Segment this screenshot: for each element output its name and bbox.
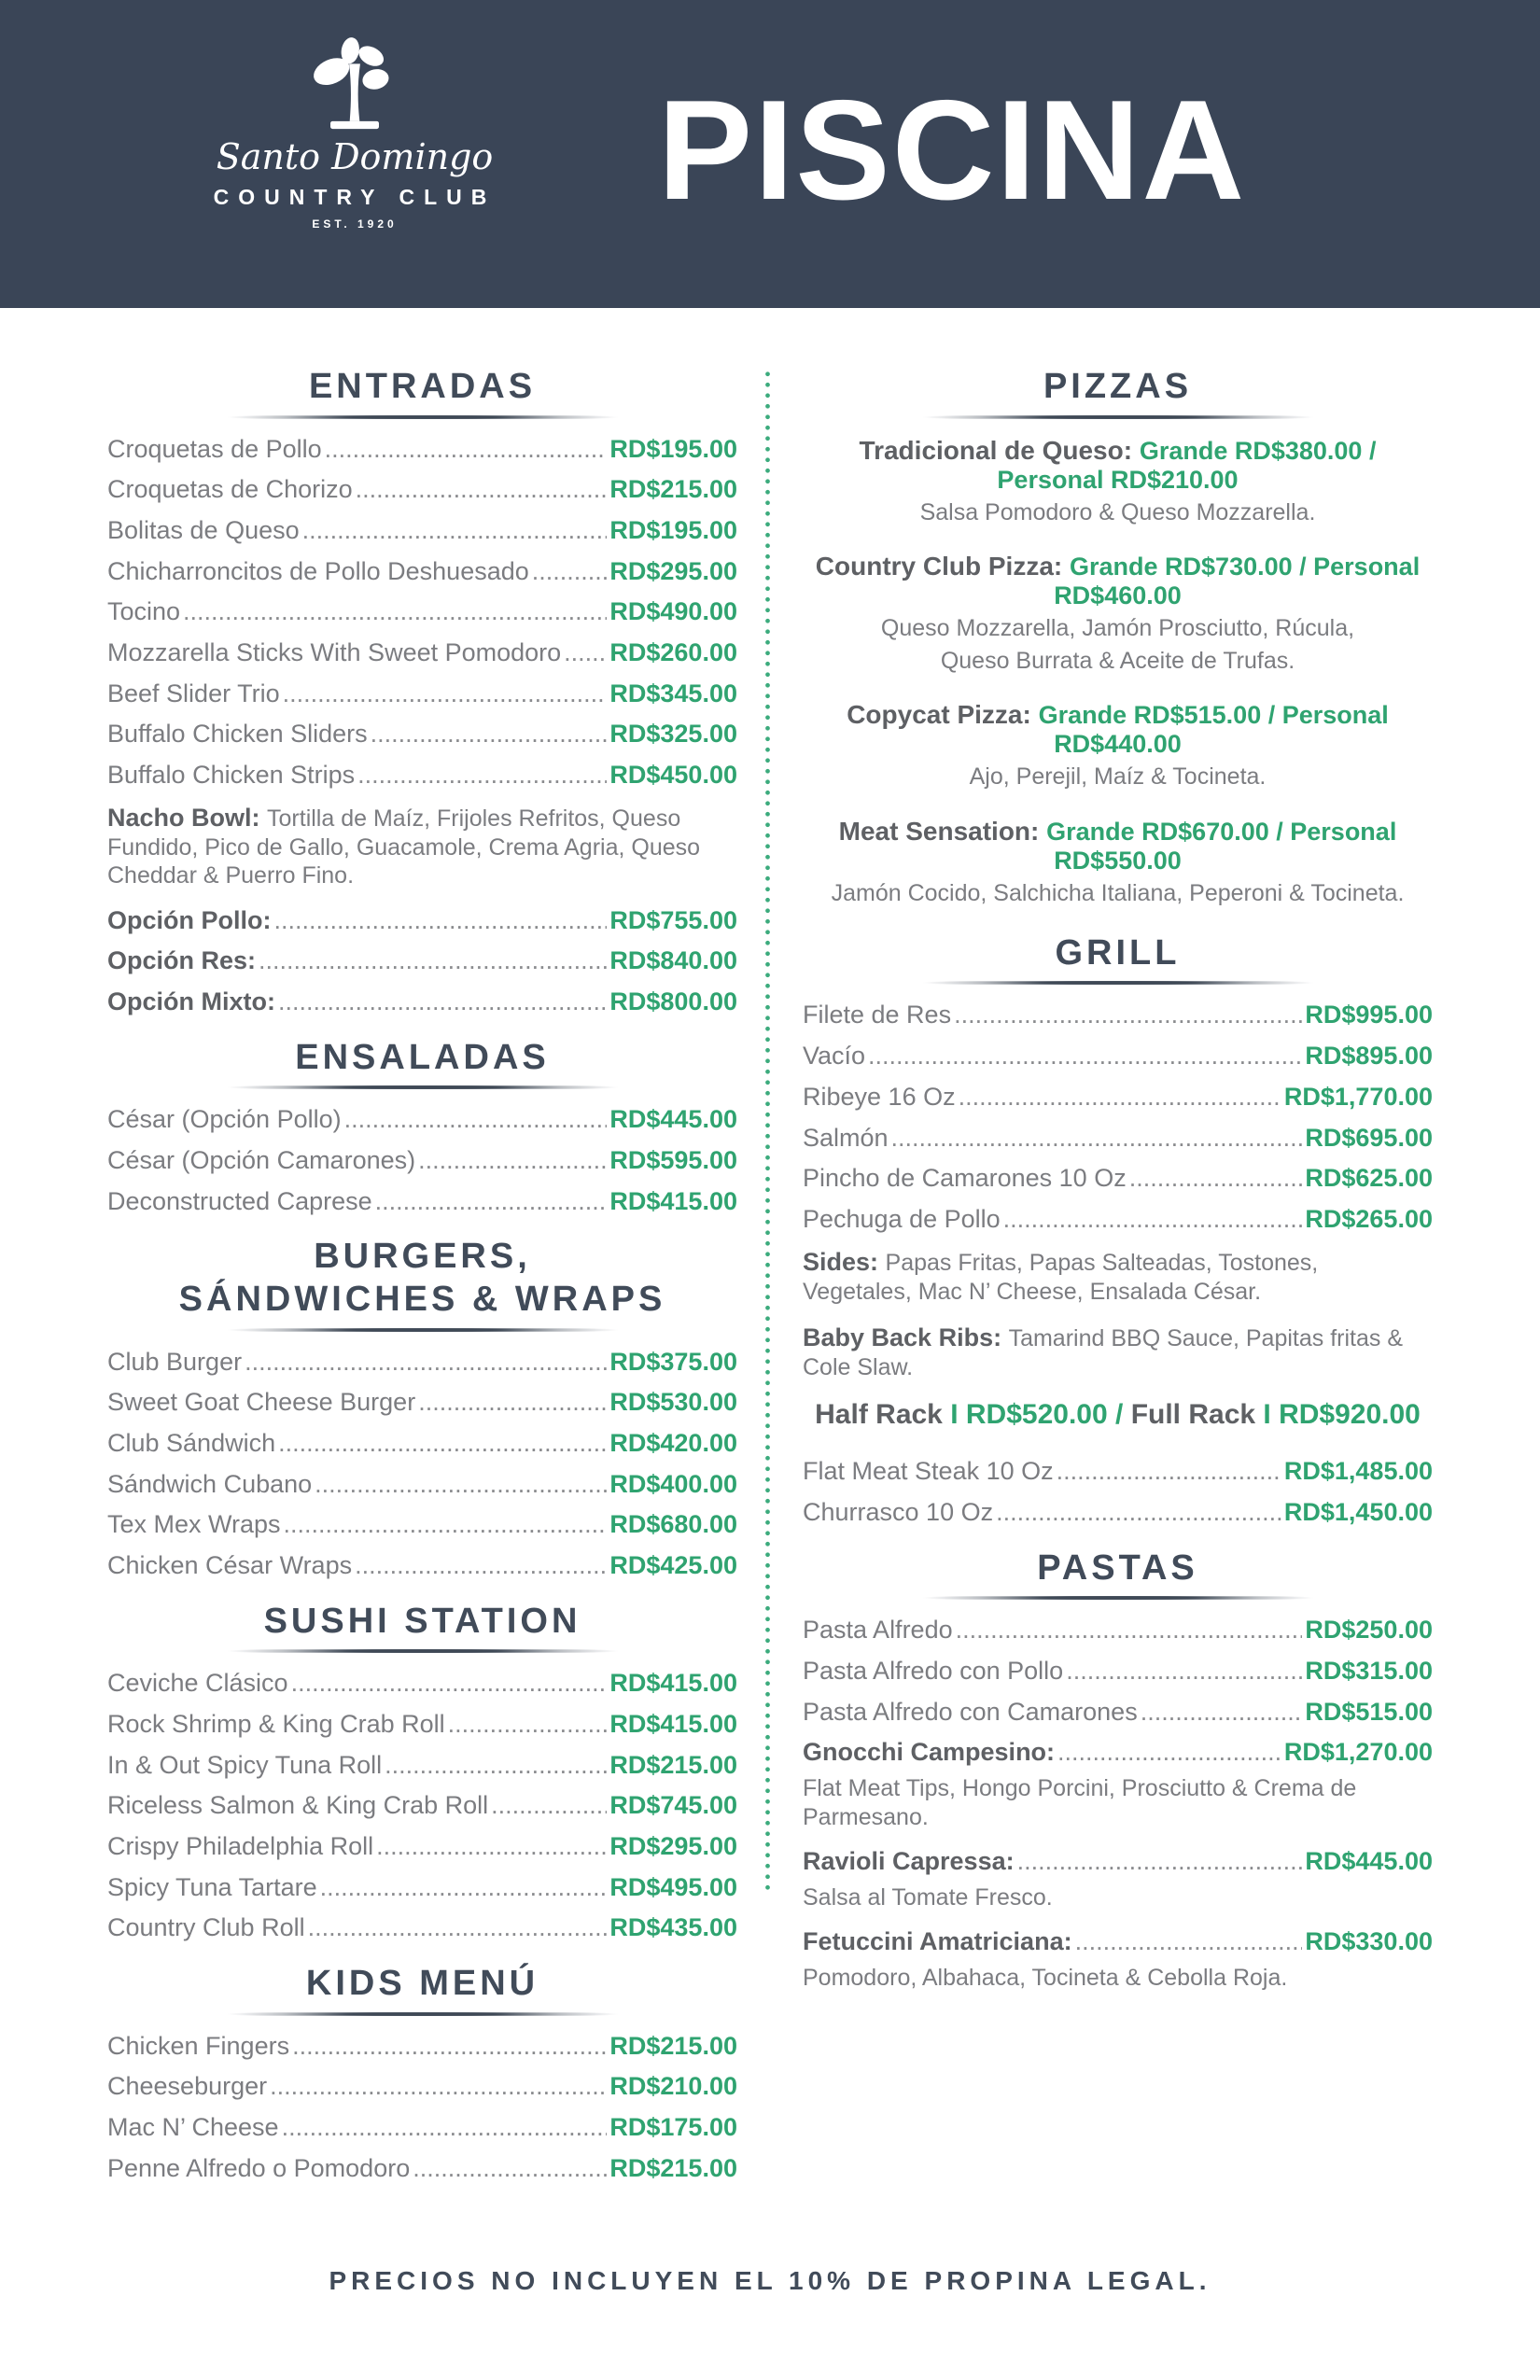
item-name: Pasta Alfredo con Camarones [803,1697,1138,1726]
menu-item-row [803,1084,1433,1112]
item-price: RD$515.00 [1305,1697,1433,1726]
dot-leader [291,1670,608,1698]
item-name: César (Opción Pollo) [107,1105,342,1134]
section-underline [227,1649,619,1653]
rack-segment: Full Rack [1130,1399,1256,1431]
section-underline [227,2012,619,2016]
item-price: RD$1,485.00 [1283,1457,1433,1486]
menu-item-row [107,517,737,545]
item-name: César (Opción Camarones) [107,1146,416,1175]
menu-item-row [107,2073,737,2101]
dot-leader [1057,1458,1281,1486]
item-price: RD$490.00 [609,597,737,626]
item-price: RD$1,450.00 [1283,1498,1433,1527]
menu-section [107,1037,737,1216]
menu-item-row [107,1792,737,1820]
item-name: Country Club Roll [107,1913,305,1942]
section-title-line: GRILL [1055,932,1181,973]
pizza-item [803,552,1433,677]
dot-leader [532,558,608,586]
item-price: RD$695.00 [1305,1123,1433,1152]
menu-item-row [107,639,737,667]
item-price: RD$325.00 [609,720,737,749]
item-price: RD$215.00 [609,1750,737,1779]
pizza-item [803,436,1433,527]
section-title [803,366,1433,409]
item-note: Baby Back Ribs: Tamarind BBQ Sauce, Papitas fritas & Cole Slaw. [803,1323,1403,1380]
section-title-line: ENTRADAS [308,367,537,406]
item-description: Queso Mozzarella, Jamón Prosciutto, Rúcula, [880,614,1355,641]
section-entries [107,1670,737,1942]
menu-item-row [107,947,737,975]
item-name: Opción Mixto: [107,987,275,1016]
menu-item-row [107,436,737,464]
pizza-name-line [803,436,1433,495]
note-title: Baby Back Ribs: [803,1323,1009,1351]
item-name: Salmón [803,1123,889,1152]
logo [210,37,499,231]
dot-leader [491,1792,607,1820]
menu-item-row [107,558,737,586]
menu-item-row [107,1670,737,1698]
item-price: RD$450.00 [609,761,737,790]
dot-leader [274,907,608,935]
dot-leader [283,680,608,708]
section-entries [107,1349,737,1580]
menu-item-row [107,1106,737,1134]
section-title [107,1236,737,1321]
item-price: RD$445.00 [609,1105,737,1134]
menu-section [107,366,737,1016]
menu-item-row [107,1349,737,1377]
section-underline [227,1328,619,1332]
menu-item-row [803,1848,1433,1876]
dot-leader [996,1499,1281,1527]
item-name: Opción Res: [107,946,257,975]
section-title [803,1547,1433,1590]
menu-item-row [803,1928,1433,1956]
item-name: Country Club Pizza: [815,551,1071,581]
dot-leader [325,436,608,464]
section-underline [922,415,1314,419]
menu-item-row [803,1658,1433,1686]
item-name: Copycat Pizza: [847,700,1039,730]
dot-leader [954,1001,1302,1029]
menu-item-row [107,988,737,1016]
brand-script: Santo Domingo [216,136,494,177]
item-description: Salsa Pomodoro & Queso Mozzarella. [919,498,1316,525]
rack-price-line [803,1398,1433,1432]
dot-leader [302,517,608,545]
dot-leader [357,762,607,790]
menu-item-row [107,1188,737,1216]
menu-item-row [107,598,737,626]
item-name: Ceviche Clásico [107,1669,288,1698]
menu-item-row [107,1389,737,1417]
item-name: Mozzarella Sticks With Sweet Pomodoro [107,638,562,667]
item-price: RD$425.00 [609,1551,737,1580]
item-price: RD$1,270.00 [1283,1738,1433,1767]
item-name: Chicharroncitos de Pollo Deshuesado [107,556,529,585]
menu-item-row [107,1471,737,1499]
menu-item-row [107,1874,737,1902]
item-price: RD$175.00 [609,2113,737,2142]
item-price: RD$415.00 [609,1710,737,1739]
item-name: Penne Alfredo o Pomodoro [107,2153,411,2182]
note-title: Nacho Bowl: [107,803,268,832]
item-description: Pomodoro, Albahaca, Tocineta & Cebolla Roja. [803,1965,1288,1992]
section-underline [922,1596,1314,1600]
item-price: RD$895.00 [1305,1042,1433,1071]
item-price: Grande RD$730.00 / Personal RD$460.00 [1054,552,1421,609]
item-name: Sweet Goat Cheese Burger [107,1388,416,1417]
item-description: Salsa al Tomate Fresco. [803,1883,1053,1911]
item-name: Rock Shrimp & King Crab Roll [107,1710,445,1739]
menu-item-row [107,1833,737,1861]
menu-item-row [107,1511,737,1539]
rack-segment: Half Rack [815,1399,951,1431]
dot-leader [278,988,607,1016]
item-name: Meat Sensation: [838,816,1047,846]
dot-leader [292,2033,607,2061]
menu-item-row [107,2155,737,2183]
menu-item-row [803,1458,1433,1486]
dot-leader [320,1874,608,1902]
menu-item-row [107,1752,737,1780]
menu-item-row [107,721,737,749]
item-name: Vacío [803,1042,866,1071]
menu-item-row [107,1914,737,1942]
item-name: Club Burger [107,1347,243,1376]
item-price: RD$1,770.00 [1283,1082,1433,1111]
pizza-item [803,817,1433,908]
dot-leader [959,1084,1281,1112]
menu-item-row [107,1711,737,1739]
menu-right-column [803,366,1433,2204]
item-price: RD$840.00 [609,946,737,975]
dot-leader [183,598,607,626]
rack-segment: I RD$920.00 [1255,1399,1421,1431]
item-price: RD$195.00 [609,434,737,463]
section-entries [803,1617,1433,1992]
item-name: Deconstructed Caprese [107,1186,372,1215]
item-price: RD$420.00 [609,1429,737,1457]
menu-item-row [803,1617,1433,1645]
item-name: Ravioli Capressa: [803,1847,1015,1876]
menu-item-row [803,1499,1433,1527]
dot-leader [270,2073,607,2101]
dot-leader [1075,1928,1303,1956]
item-description: Queso Burrata & Aceite de Trufas. [940,648,1295,675]
item-name: Croquetas de Pollo [107,434,322,463]
section-entries [107,1106,737,1215]
menu-section [803,932,1433,1527]
menu-item-row [803,1699,1433,1727]
column-divider [764,369,771,1890]
menu-item-row [107,907,737,935]
dot-leader [376,1833,607,1861]
item-name: Gnocchi Campesino: [803,1738,1056,1767]
menu-item-row [803,1165,1433,1193]
item-price: RD$265.00 [1305,1204,1433,1233]
dot-leader [1017,1848,1303,1876]
dot-leader [956,1617,1303,1645]
item-name: Pechuga de Pollo [803,1204,1001,1233]
item-price: RD$495.00 [609,1872,737,1901]
dot-leader [245,1349,607,1377]
item-price: RD$295.00 [609,1832,737,1861]
rack-segment: / [1107,1399,1131,1431]
item-description: Flat Meat Tips, Hongo Porcini, Prosciutto & Crema de Parmesano. [803,1775,1357,1830]
item-price: RD$215.00 [609,475,737,504]
section-underline [227,1085,619,1089]
dot-leader [356,476,608,504]
item-price: RD$800.00 [609,987,737,1016]
item-price: Grande RD$380.00 / Personal RD$210.00 [997,436,1377,494]
menu-item-row [107,476,737,504]
menu-item-row [107,2114,737,2142]
dot-leader [385,1752,607,1780]
menu-section [107,1601,737,1942]
dot-leader [355,1552,607,1580]
dot-leader [1066,1658,1302,1686]
dot-leader [308,1914,608,1942]
item-name: Croquetas de Chorizo [107,475,353,504]
dot-leader [418,1389,607,1417]
item-price: RD$595.00 [609,1146,737,1175]
section-title-line: SUSHI STATION [263,1601,581,1641]
item-price: RD$215.00 [609,2153,737,2182]
dot-leader [868,1043,1302,1071]
item-price: RD$445.00 [1305,1847,1433,1876]
note-title: Sides: [803,1247,886,1276]
menu-item-row [107,1147,737,1175]
page-title: PISCINA [657,71,1247,230]
brand-name: COUNTRY CLUB [213,184,497,209]
dot-leader [1003,1206,1303,1234]
item-name: Buffalo Chicken Sliders [107,720,368,749]
item-name: Chicken Fingers [107,2031,290,2060]
dot-leader [282,2114,608,2142]
item-price: RD$215.00 [609,2031,737,2060]
item-price: RD$995.00 [1305,1001,1433,1029]
item-price: RD$530.00 [609,1388,737,1417]
item-name: Pasta Alfredo con Pollo [803,1657,1064,1686]
section-entries [107,436,737,1016]
pizza-name-line [803,700,1433,759]
menu-section [107,1963,737,2182]
item-name: In & Out Spicy Tuna Roll [107,1750,383,1779]
section-title [107,1963,737,2006]
dot-leader [259,947,607,975]
header [0,0,1540,308]
item-price: RD$260.00 [609,638,737,667]
menu-item-row [107,680,737,708]
item-price: Grande RD$515.00 / Personal RD$440.00 [1038,701,1389,759]
menu-left-column [107,366,737,2204]
section-title-line: SÁNDWICHES & WRAPS [178,1280,666,1320]
section-entries [107,2033,737,2183]
item-price: RD$625.00 [1305,1164,1433,1193]
item-name: Chicken César Wraps [107,1551,353,1580]
item-price: RD$415.00 [609,1669,737,1698]
item-price: RD$195.00 [609,515,737,544]
section-title-line: PIZZAS [1043,367,1193,406]
menu-item-row [107,762,737,790]
item-name: Mac N’ Cheese [107,2113,279,2142]
section-entries [803,436,1433,908]
section-title [107,1601,737,1644]
section-title-line: PASTAS [1037,1547,1198,1588]
pizza-name-line [803,817,1433,875]
item-name: Tex Mex Wraps [107,1510,281,1539]
item-name: Bolitas de Queso [107,515,300,544]
item-name: Filete de Res [803,1001,952,1029]
menu-section [803,366,1433,908]
item-price: RD$415.00 [609,1186,737,1215]
item-name: Fetuccini Amatriciana: [803,1927,1072,1956]
menu-section [107,1236,737,1579]
section-title-line: ENSALADAS [295,1037,550,1077]
item-price: RD$400.00 [609,1469,737,1498]
footer-note: PRECIOS NO INCLUYEN EL 10% DE PROPINA LEGAL. [329,2266,1211,2295]
dot-leader [1057,1739,1281,1767]
dot-leader [371,721,608,749]
item-name: Cheeseburger [107,2072,268,2101]
item-name: Pincho de Camarones 10 Oz [803,1164,1127,1193]
menu-item-row [107,1430,737,1458]
section-underline [227,415,619,419]
item-price: RD$210.00 [609,2072,737,2101]
item-name: Tocino [107,597,181,626]
item-name: Churrasco 10 Oz [803,1498,994,1527]
item-name: Ribeye 16 Oz [803,1082,956,1111]
menu-item-row [803,1206,1433,1234]
item-price: RD$345.00 [609,679,737,707]
item-name: Spicy Tuna Tartare [107,1872,317,1901]
pizza-item [803,700,1433,791]
dot-leader [344,1106,608,1134]
dot-leader [418,1147,607,1175]
dot-leader [375,1188,608,1216]
rack-segment: I RD$520.00 [950,1399,1108,1431]
item-name: Riceless Salmon & King Crab Roll [107,1791,489,1820]
menu-item-row [803,1043,1433,1071]
tree-icon [299,37,411,134]
menu-item-row [107,2033,737,2061]
dot-leader [1129,1165,1303,1193]
section-title-line: BURGERS, [314,1237,531,1277]
section-title [107,1037,737,1080]
item-name: Flat Meat Steak 10 Oz [803,1457,1054,1486]
item-name: Beef Slider Trio [107,679,280,707]
item-name: Tradicional de Queso: [859,435,1140,465]
item-description: Ajo, Perejil, Maíz & Tocineta. [969,763,1267,791]
item-price: RD$315.00 [1305,1657,1433,1686]
item-price: RD$295.00 [609,556,737,585]
item-price: RD$250.00 [1305,1616,1433,1645]
menu-item-row [803,1739,1433,1767]
item-name: Club Sándwich [107,1429,276,1457]
dot-leader [278,1430,607,1458]
item-price: RD$375.00 [609,1347,737,1376]
item-note: Nacho Bowl: Tortilla de Maíz, Frijoles Refritos, Queso Fundido, Pico de Gallo, Guacamole, Crema Agria, Queso Cheddar & Puerro Fino. [107,803,701,889]
section-underline [922,981,1314,985]
menu-item-row [803,1001,1433,1029]
section-entries [803,1001,1433,1526]
item-name: Crispy Philadelphia Roll [107,1832,374,1861]
section-title [803,932,1433,975]
dot-leader [315,1471,607,1499]
dot-leader [564,639,607,667]
dot-leader [284,1511,608,1539]
item-name: Buffalo Chicken Strips [107,761,356,790]
item-price: RD$745.00 [609,1791,737,1820]
menu-item-row [107,1552,737,1580]
item-description: Jamón Cocido, Salchicha Italiana, Peperoni & Tocineta. [831,879,1405,906]
item-price: RD$330.00 [1305,1927,1433,1956]
item-price: RD$680.00 [609,1510,737,1539]
dot-leader [891,1125,1303,1153]
dot-leader [448,1711,608,1739]
brand-established: EST. 1920 [312,217,398,231]
section-title-line: KIDS MENÚ [305,1964,539,2004]
item-name: Sándwich Cubano [107,1469,313,1498]
item-name: Pasta Alfredo [803,1616,953,1645]
section-title [107,366,737,409]
item-note: Sides: Papas Fritas, Papas Salteadas, Tostones, Vegetales, Mac N’ Cheese, Ensalada César. [803,1247,1319,1305]
item-name: Opción Pollo: [107,905,272,934]
dot-leader [413,2155,607,2183]
item-price: RD$755.00 [609,905,737,934]
item-price: RD$435.00 [609,1913,737,1942]
menu-section [803,1547,1433,1993]
pizza-name-line [803,552,1433,610]
dot-leader [1141,1699,1303,1727]
item-price: Grande RD$670.00 / Personal RD$550.00 [1046,817,1397,875]
menu-item-row [803,1125,1433,1153]
